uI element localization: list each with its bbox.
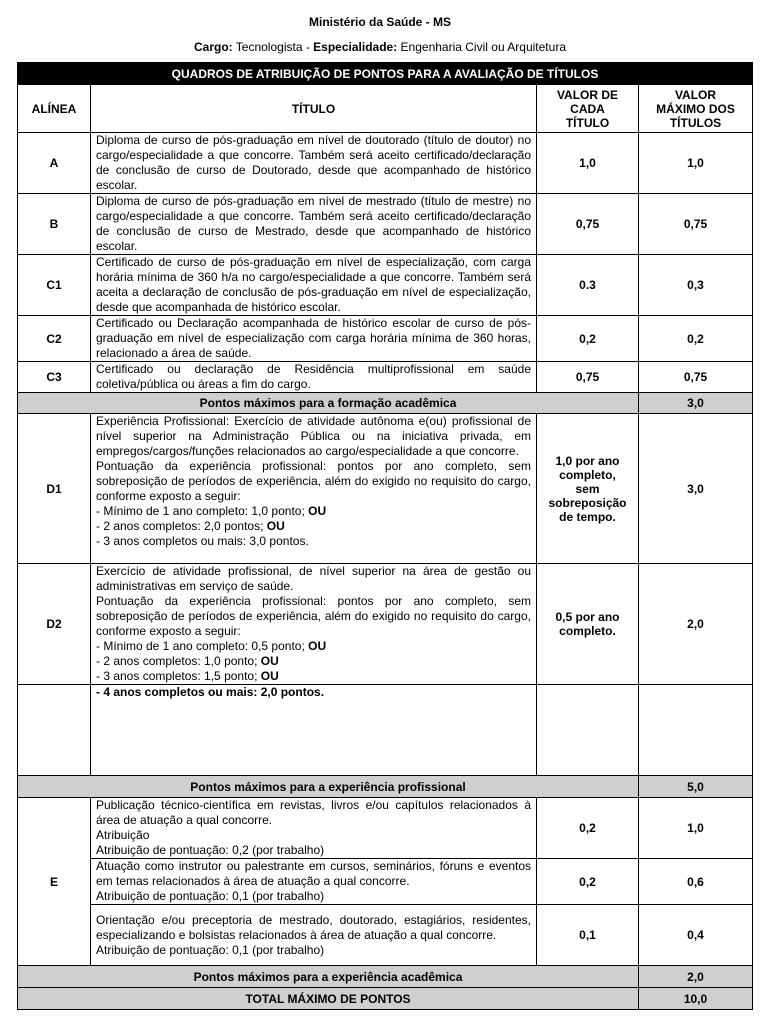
table-title: QUADROS DE ATRIBUIÇÃO DE PONTOS PARA A AVALIAÇÃO DE TÍTULOS [18, 63, 753, 85]
valor-cell: 0,75 [537, 194, 639, 255]
criteria-item: - 2 anos completos: 1,0 ponto; OU [96, 654, 279, 668]
column-header-maximo: VALOR MÁXIMO DOS TÍTULOS [639, 85, 753, 133]
subtotal-value: 3,0 [639, 393, 753, 414]
table-row [18, 905, 753, 966]
maximo-cell: 3,0 [639, 414, 753, 564]
criteria-item: - 2 anos completos: 2,0 pontos; OU [96, 519, 285, 533]
alinea-cell: D1 [18, 414, 91, 564]
valor-cell: 0,75 [537, 362, 639, 393]
table-row [18, 316, 753, 362]
table-row [18, 255, 753, 316]
titulo-cell [91, 905, 537, 966]
alinea-cell: C3 [18, 362, 91, 393]
valor-cell: 0.3 [537, 255, 639, 316]
valor-cell [537, 685, 639, 776]
titulo-cell: Certificado de curso de pós-graduação em nível de especialização, com carga horária mínima de 360 h/a no cargo/especialidade a que concorre. Também será aceita a declaração de conclusão de pós-graduação em nível de especialização, desde que acompanhada de histórico escolar. [91, 255, 537, 316]
subtotal-row [18, 966, 753, 988]
alinea-cell: E [18, 798, 91, 966]
column-header-alinea: ALÍNEA [18, 85, 91, 133]
column-header-valor: VALOR DE CADA TÍTULO [537, 85, 639, 133]
valor-cell: 0,2 [537, 798, 639, 859]
alinea-cell [18, 685, 91, 776]
alinea-cell: B [18, 194, 91, 255]
table-row [18, 564, 753, 685]
subtotal-label: Pontos máximos para a formação acadêmica [18, 393, 639, 414]
criteria-item: - 4 anos completos ou mais: 2,0 pontos. [96, 685, 325, 699]
cargo-line [0, 40, 760, 54]
criteria-item: - 3 anos completos: 1,5 ponto; OU [96, 669, 279, 683]
cargo-label: Cargo: [194, 40, 233, 54]
maximo-cell: 2,0 [639, 564, 753, 685]
subtotal-row [18, 393, 753, 414]
column-header-titulo: TÍTULO [91, 85, 537, 133]
maximo-cell: 1,0 [639, 133, 753, 194]
document-title: Ministério da Saúde - MS [308, 15, 452, 29]
titulo-paragraph: Exercício de atividade profissional, de nível superior na área de gestão ou administrativas em serviço de saúde. [96, 564, 531, 593]
especialidade-label: Especialidade: [313, 40, 398, 54]
criteria-item: - 3 anos completos ou mais: 3,0 pontos. [96, 534, 309, 548]
titulo-paragraph: Atribuição de pontuação: 0,2 (por trabalho) [96, 843, 325, 857]
titulo-cell: Certificado ou declaração de Residência multiprofissional em saúde coletiva/pública ou áreas a fim do cargo. [91, 362, 537, 393]
table-row [18, 859, 753, 905]
titulo-paragraph: Atribuição de pontuação: 0,1 (por trabalho) [96, 942, 325, 957]
subtotal-label: Pontos máximos para a experiência profissional [18, 776, 639, 798]
titulo-paragraph: Pontuação da experiência profissional: pontos por ano completo, sem sobreposição de períodos de experiência, além do exigido no requisito do cargo, conforme exposto a seguir: [96, 594, 531, 638]
titulo-paragraph: Orientação e/ou preceptoria de mestrado, doutorado, estagiários, residentes, especializando e bolsistas relacionados à área de atuação a qual concorre. [96, 912, 531, 942]
valor-cell: 0,2 [537, 859, 639, 905]
maximo-cell: 0,6 [639, 859, 753, 905]
maximo-cell: 1,0 [639, 798, 753, 859]
titulo-cell: Diploma de curso de pós-graduação em nível de doutorado (título de doutor) no cargo/especialidade a que concorre. Também será aceito certificado/declaração de conclusão de curso de Doutorado, desde que acompanhado de histórico escolar. [91, 133, 537, 194]
total-row [18, 988, 753, 1010]
titulo-paragraph: Atribuição [96, 828, 150, 842]
titulo-cell [91, 859, 537, 905]
criteria-item: - Mínimo de 1 ano completo: 1,0 ponto; OU [96, 504, 327, 518]
valor-cell: 1,0 por ano completo, sem sobreposição de tempo. [537, 414, 639, 564]
titulo-paragraph: Atribuição de pontuação: 0,1 (por trabalho) [96, 889, 325, 903]
valor-cell: 0,5 por ano completo. [537, 564, 639, 685]
subtotal-row [18, 776, 753, 798]
table-row [18, 194, 753, 255]
table-row [18, 798, 753, 859]
titulo-cell [91, 564, 537, 685]
maximo-cell: 0,3 [639, 255, 753, 316]
alinea-cell: C2 [18, 316, 91, 362]
alinea-cell: D2 [18, 564, 91, 685]
table-row [18, 414, 753, 564]
criteria-item: - Mínimo de 1 ano completo: 0,5 ponto; OU [96, 639, 327, 653]
valor-cell: 0,2 [537, 316, 639, 362]
titulo-paragraph: Experiência Profissional: Exercício de atividade autônoma e(ou) profissional de nível superior na Administração Pública ou na iniciativa privada, em empregos/cargos/funções relacionados ao cargo/especialidade a que concorre. [96, 414, 531, 458]
table-row [18, 685, 753, 776]
total-value: 10,0 [639, 988, 753, 1010]
maximo-cell: 0,2 [639, 316, 753, 362]
table-row [18, 133, 753, 194]
titulo-cell [91, 414, 537, 564]
maximo-cell: 0,4 [639, 905, 753, 966]
titulo-cell [91, 798, 537, 859]
subtotal-label: Pontos máximos para a experiência acadêmica [18, 966, 639, 988]
maximo-cell [639, 685, 753, 776]
maximo-cell: 0,75 [639, 194, 753, 255]
cargo-value: Tecnologista - [232, 40, 314, 54]
alinea-cell: C1 [18, 255, 91, 316]
titulo-cell: Certificado ou Declaração acompanhada de histórico escolar de curso de pós-graduação em nível de especialização com carga horária mínima de 360 horas, relacionado a área de saúde. [91, 316, 537, 362]
valor-cell: 0,1 [537, 905, 639, 966]
subtotal-value: 5,0 [639, 776, 753, 798]
titulo-paragraph: Publicação técnico-científica em revistas, livros e/ou capítulos relacionados à área de atuação a qual concorre. [96, 798, 531, 827]
valor-cell: 1,0 [537, 133, 639, 194]
maximo-cell: 0,75 [639, 362, 753, 393]
especialidade-value: Engenharia Civil ou Arquitetura [397, 40, 566, 54]
scoring-table [17, 62, 753, 1010]
titulo-paragraph: Pontuação da experiência profissional: pontos por ano completo, sem sobreposição de períodos de experiência, além do exigido no requisito do cargo, conforme exposto a seguir: [96, 459, 531, 503]
titulo-cell [91, 685, 537, 776]
table-row [18, 362, 753, 393]
titulo-cell: Diploma de curso de pós-graduação em nível de mestrado (título de mestre) no cargo/especialidade a que concorre. Também será aceito certificado/declaração de conclusão de curso de Mestrado, desde que acompanhado de histórico escolar. [91, 194, 537, 255]
total-label: TOTAL MÁXIMO DE PONTOS [18, 988, 639, 1010]
alinea-cell: A [18, 133, 91, 194]
titulo-paragraph: Atuação como instrutor ou palestrante em cursos, seminários, fóruns e eventos em temas relacionados à área de atuação a qual concorre. [96, 859, 531, 888]
subtotal-value: 2,0 [639, 966, 753, 988]
